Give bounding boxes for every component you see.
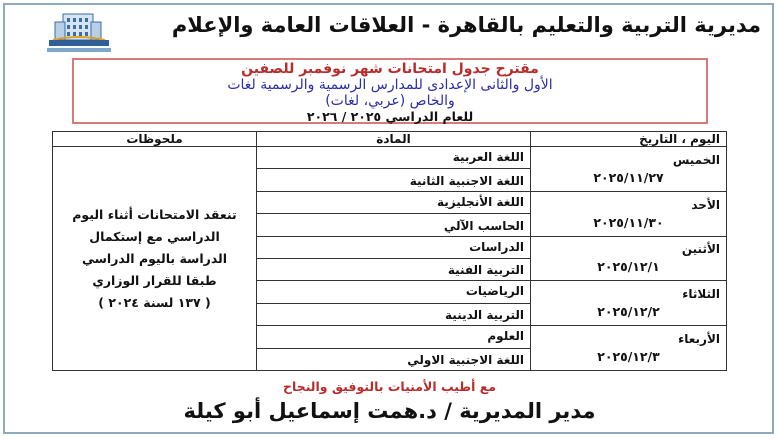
notes-line: الدراسة باليوم الدراسي [81,250,228,266]
exam-date: ٢٠٢٥/١١/٢٧ [593,169,664,185]
building-icon [33,12,125,56]
subject-cell: الرياضيات [257,281,531,303]
day-name: الثلاثاء [682,287,720,302]
table-row [53,147,727,169]
directorate-logo [33,12,125,56]
header-notes: ملحوظات [53,132,257,147]
day-cell [531,326,727,371]
title-line-3: والخاص (عربي، لغات) [325,93,455,109]
notes-line: ( ١٣٧ لسنة ٢٠٢٤ ) [98,294,211,310]
day-cell [531,147,727,192]
subject-cell: التربية الدينية [257,303,531,325]
header-day-date: اليوم ، التاريخ [531,132,727,147]
day-name: الخميس [672,152,720,167]
exam-date: ٢٠٢٥/١٢/٢ [597,304,660,320]
day-name: الأربعاء [678,332,720,347]
subject-cell: العلوم [257,326,531,348]
title-line-1: مقترح جدول امتحانات شهر نوفمبر للصفين [241,61,539,77]
subject-cell: التربية الفنية [257,258,531,280]
notes-line: الدراسي مع إستكمال [89,228,220,244]
exam-schedule-table [52,131,727,371]
day-cell [531,236,727,281]
title-box [72,58,708,124]
title-line-2: الأول والثانى الإعدادى للمدارس الرسمية والرسمية لغات [227,77,553,93]
notes-line: طبقا للقرار الوزاري [92,272,217,288]
day-cell [531,191,727,236]
notes-cell [53,147,257,371]
header-title: مديرية التربية والتعليم بالقاهرة - العلاقات العامة والإعلام [171,13,761,37]
subject-cell: الدراسات [257,236,531,258]
director-signature: مدير المديرية / د.همت إسماعيل أبو كيلة [183,399,596,423]
day-name: الأحد [691,197,720,212]
closing-wishes: مع أطيب الأمنيات بالتوفيق والنجاح [282,379,496,394]
day-cell [531,281,727,326]
exam-date: ٢٠٢٥/١١/٣٠ [593,214,664,230]
subject-cell: اللغة الاجنبية الثانية [257,169,531,191]
subject-cell: اللغة الأنجليزية [257,191,531,213]
exam-date: ٢٠٢٥/١٢/٣ [597,349,660,365]
exam-date: ٢٠٢٥/١٢/١ [597,259,660,275]
day-name: الأثنين [681,242,720,257]
table-header-row [53,132,727,147]
subject-cell: اللغة العربية [257,147,531,169]
header-subject: المادة [257,132,531,147]
subject-cell: اللغة الاجنبية الاولي [257,348,531,370]
notes-line: تنعقد الامتحانات أثناء اليوم [72,206,237,222]
subject-cell: الحاسب الآلي [257,214,531,236]
academic-year: للعام الدراسي ٢٠٢٥ / ٢٠٢٦ [306,109,474,124]
